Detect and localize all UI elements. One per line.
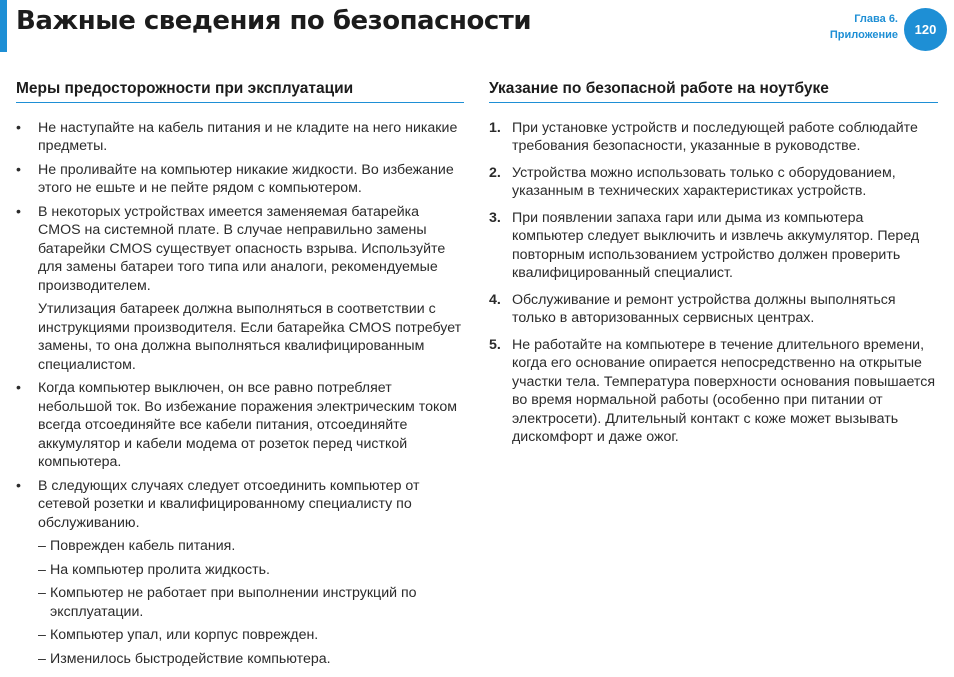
list-item xyxy=(489,164,938,201)
precautions-list-continued xyxy=(16,379,464,532)
list-item: • Не наступайте на кабель питания и не кладите на него никакие предметы. xyxy=(16,119,464,156)
safety-steps-list xyxy=(489,119,938,447)
precautions-list xyxy=(16,119,464,296)
list-item: – На компьютер пролита жидкость. xyxy=(38,561,464,580)
list-item xyxy=(489,209,938,283)
list-item: • Когда компьютер выключен, он все равно потребляет небольшой ток. Во избежание поражения электрическим током всегда отсоединяйте все кабели питания, отсоединяйте аккумулятор и кабели модема от розеток перед чисткой компьютера. xyxy=(16,379,464,472)
step-text: При установке устройств и последующей работе соблюдайте требования безопасности, указанные в руководстве. xyxy=(512,119,918,154)
page-title: Важные сведения по безопасности xyxy=(16,6,532,36)
step-number: 4. xyxy=(489,291,501,308)
accent-bar xyxy=(0,0,7,52)
list-item: – Поврежден кабель питания. xyxy=(38,537,464,556)
list-item xyxy=(489,291,938,328)
list-item: • В следующих случаях следует отсоединить компьютер от сетевой розетки и квалифицированному специалисту по обслуживанию. xyxy=(16,477,464,533)
list-item: • В некоторых устройствах имеется заменяемая батарейка CMOS на системной плате. В случае неправильно замены батарейки CMOS существует опасность взрыва. Используйте для замены батареи того типа или аналоги, рекомендуемые производителем. xyxy=(16,203,464,296)
step-number: 5. xyxy=(489,336,501,353)
list-item: • Не проливайте на компьютер никакие жидкости. Во избежание этого не ешьте и не пейте рядом с компьютером. xyxy=(16,161,464,198)
right-column xyxy=(489,80,938,455)
chapter-name: Приложение xyxy=(829,29,898,41)
step-text: Обслуживание и ремонт устройства должны выполняться только в авторизованных сервисных центрах. xyxy=(512,291,896,326)
left-section-heading: Меры предосторожности при эксплуатации xyxy=(16,80,464,103)
list-item: – Изменилось быстродействие компьютера. xyxy=(38,650,464,669)
step-text: Не работайте на компьютере в течение длительного времени, когда его основание опирается непосредственно на открытые участки тела. Температура поверхности основания повышается во время нормальной работы (особенно при питании от электросети). Длительный контакт с коже может вызывать дискомфорт и даже ожог. xyxy=(512,336,936,445)
step-number: 1. xyxy=(489,119,501,136)
list-item xyxy=(489,119,938,156)
list-item: – Компьютер не работает при выполнении инструкций по эксплуатации. xyxy=(38,584,464,621)
chapter-label[interactable] xyxy=(830,11,898,43)
step-number: 2. xyxy=(489,164,501,181)
page-number-badge: 120 xyxy=(904,8,947,51)
disconnect-conditions-list xyxy=(16,537,464,668)
list-item: – Компьютер упал, или корпус поврежден. xyxy=(38,626,464,645)
left-column xyxy=(16,80,464,673)
step-text: Устройства можно использовать только с оборудованием, указанным в технических характеристиках устройств. xyxy=(512,164,896,199)
chapter-number: Глава 6. xyxy=(854,13,898,25)
battery-disposal-paragraph: Утилизация батареек должна выполняться в соответствии с инструкциями производителя. Если батарейка CMOS потребует замены, то она должна выполняться квалифицированным специалистом. xyxy=(38,301,462,373)
step-number: 3. xyxy=(489,209,501,226)
right-section-heading: Указание по безопасной работе на ноутбуке xyxy=(489,80,938,103)
step-text: При появлении запаха гари или дыма из компьютера компьютер следует выключить и извлечь аккумулятор. Перед повторным использованием устройство должен проверить квалифицированный специалист. xyxy=(512,209,920,281)
list-item xyxy=(489,336,938,447)
